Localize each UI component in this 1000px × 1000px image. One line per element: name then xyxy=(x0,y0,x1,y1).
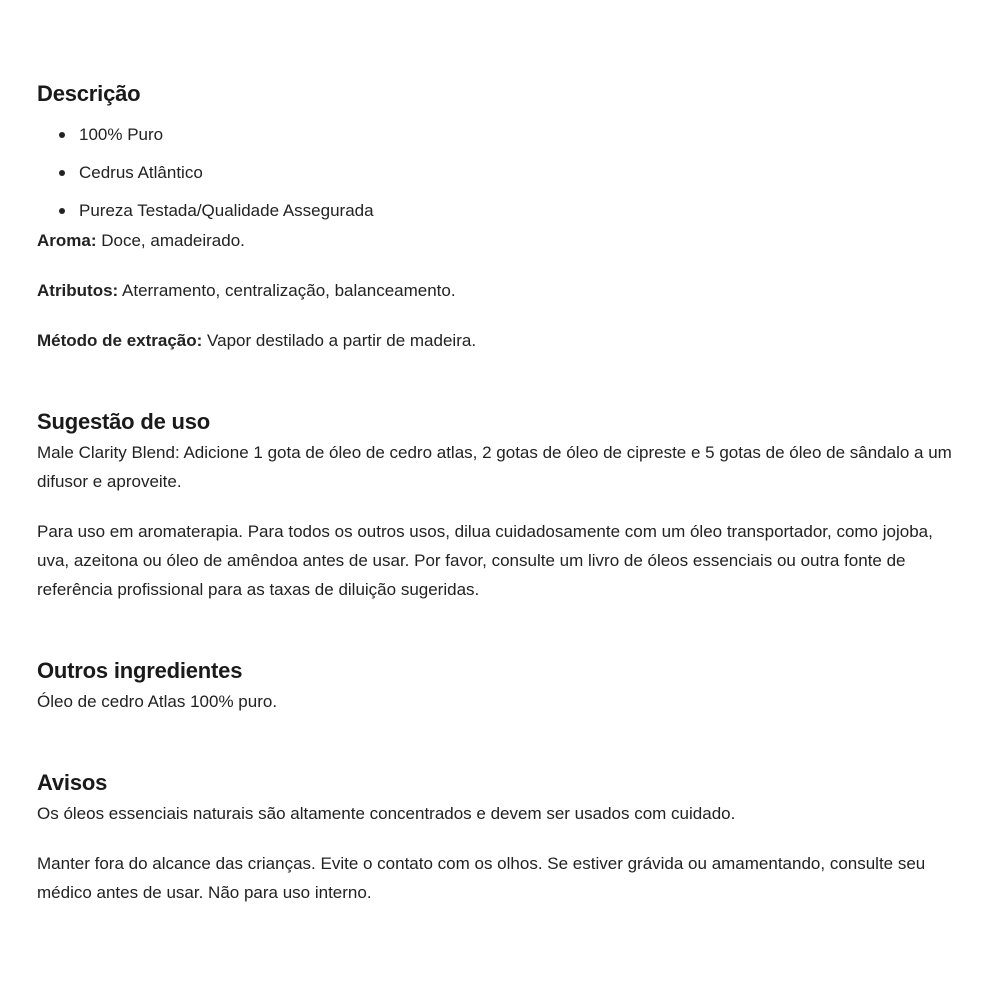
usage-heading: Sugestão de uso xyxy=(37,409,211,434)
aroma-value: Doce, amadeirado. xyxy=(96,231,245,250)
ingredients-heading: Outros ingredientes xyxy=(37,658,243,683)
ingredients-section xyxy=(37,655,962,716)
list-item xyxy=(79,116,962,154)
bullet-icon xyxy=(59,170,65,176)
attributes-value: Aterramento, centralização, balanceamento. xyxy=(118,281,456,300)
description-bullet-list xyxy=(37,116,962,230)
list-item xyxy=(79,154,962,192)
usage-paragraph: Para uso em aromaterapia. Para todos os outros usos, dilua cuidadosamente com um óleo transportador, como jojoba, uva, azeitona ou óleo de amêndoa antes de usar. Por favor, consulte um livro de óleos essenciais ou outra fonte de referência profissional para as taxas de diluição sugeridas. xyxy=(37,522,933,599)
extraction-method-line xyxy=(37,326,962,355)
extraction-method-value: Vapor destilado a partir de madeira. xyxy=(202,331,477,350)
attributes-label: Atributos: xyxy=(37,281,119,300)
extraction-method-label: Método de extração: xyxy=(37,331,203,350)
list-item-text: 100% Puro xyxy=(79,125,164,144)
warnings-paragraph: Os óleos essenciais naturais são altamente concentrados e devem ser usados com cuidado. xyxy=(37,804,736,823)
list-item-text: Pureza Testada/Qualidade Assegurada xyxy=(79,201,374,220)
ingredients-text: Óleo de cedro Atlas 100% puro. xyxy=(37,692,278,711)
attributes-line xyxy=(37,276,962,305)
warnings-heading: Avisos xyxy=(37,770,108,795)
usage-paragraph: Male Clarity Blend: Adicione 1 gota de óleo de cedro atlas, 2 gotas de óleo de cipreste e 5 gotas de óleo de sândalo a um difusor e aproveite. xyxy=(37,443,952,491)
product-details xyxy=(37,78,962,907)
description-section xyxy=(37,78,962,355)
description-heading: Descrição xyxy=(37,81,141,106)
warnings-section xyxy=(37,767,962,907)
list-item-text: Cedrus Atlântico xyxy=(79,163,203,182)
warnings-paragraph: Manter fora do alcance das crianças. Evite o contato com os olhos. Se estiver grávida ou amamentando, consulte seu médico antes de usar. Não para uso interno. xyxy=(37,854,926,902)
list-item xyxy=(79,192,962,230)
bullet-icon xyxy=(59,132,65,138)
aroma-label: Aroma: xyxy=(37,231,97,250)
bullet-icon xyxy=(59,208,65,214)
usage-section xyxy=(37,406,962,604)
aroma-line xyxy=(37,226,962,255)
